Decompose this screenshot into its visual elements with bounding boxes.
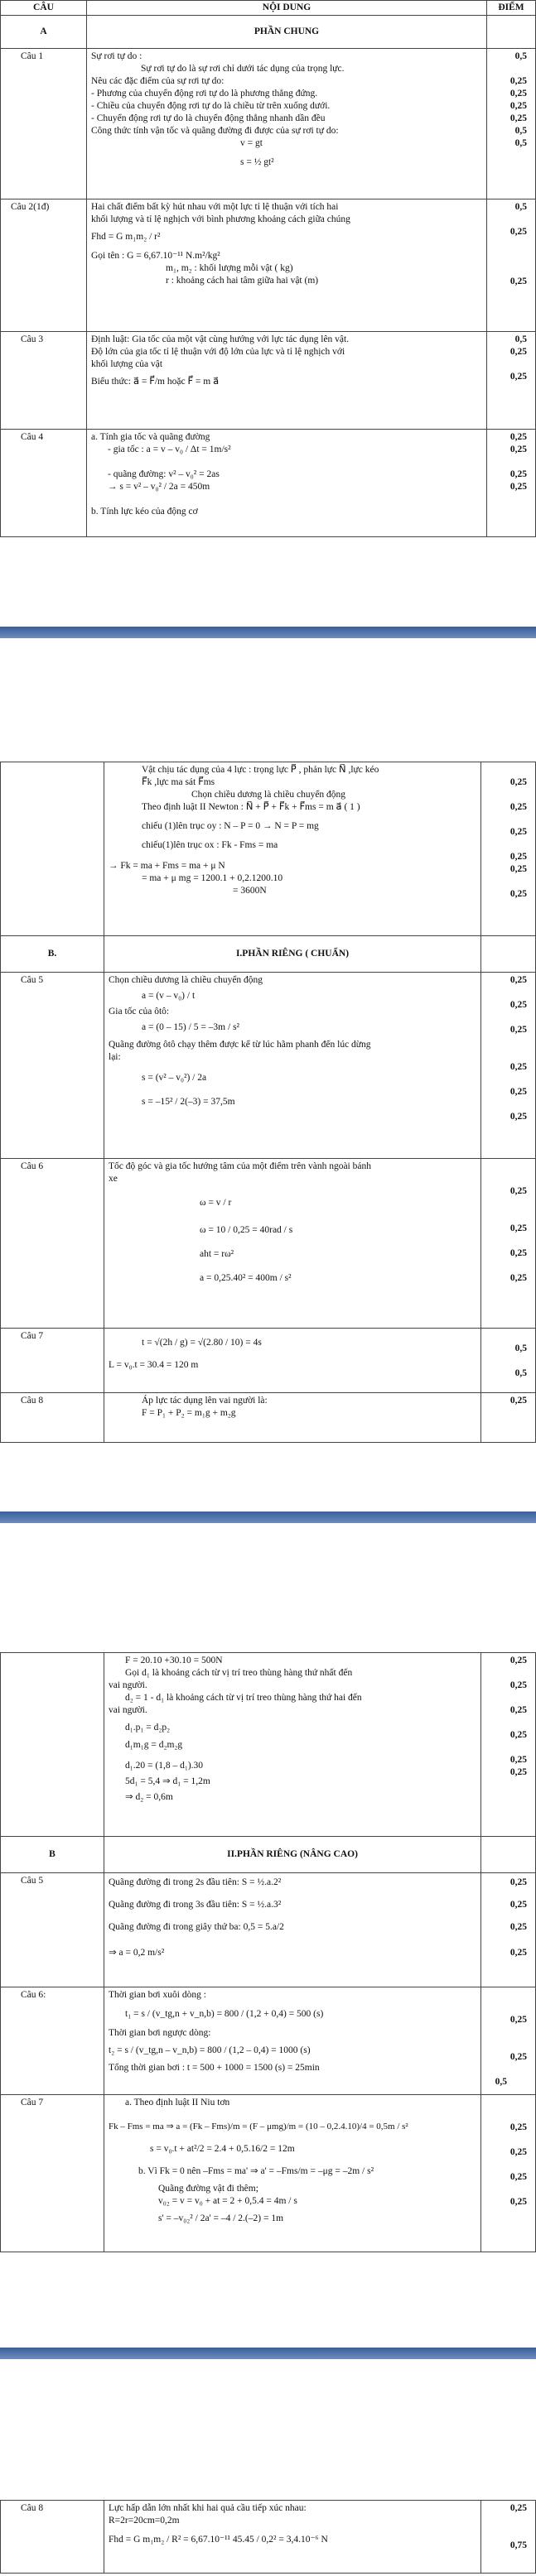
answer-line: Sự rơi tự do : xyxy=(91,51,142,61)
score-value: 0,25 xyxy=(509,76,527,86)
page-separator xyxy=(0,627,536,638)
formula-line: ⇒ d₂ = 0,6m xyxy=(125,1792,173,1802)
section-row-c xyxy=(1,1837,536,1873)
answer-line: F = 20.10 +30.10 = 500N xyxy=(125,1656,223,1665)
answer-line: Quãng đường vật đi thêm; xyxy=(158,2184,258,2194)
score-value: 0,25 xyxy=(509,1922,527,1932)
score-value: 0,25 xyxy=(509,1062,527,1072)
score-value: 0,25 xyxy=(509,89,527,99)
answer-table-page-2 xyxy=(0,762,536,1443)
formula-line: Biểu thức: a⃗ = F⃗/m hoặc F⃗ = m a⃗ xyxy=(91,377,220,387)
spacer xyxy=(485,1260,527,1272)
answer-content xyxy=(87,332,487,430)
formula-line: t₂ = s / (v_tg,n – v_n,b) = 800 / (1,2 – 0,4) = 1000 (s) xyxy=(109,2045,311,2055)
score-value: 0,25 xyxy=(509,1705,527,1715)
answer-line: Tốc độ góc và gia tốc hướng tâm của một điểm trên vành ngoài bánh xyxy=(109,1161,371,1171)
empty-cell xyxy=(481,936,536,973)
question-label: Câu 2(1đ) xyxy=(1,199,87,332)
formula-line: F = P₁ + P₂ = m₁g + m₂g xyxy=(142,1408,236,1418)
score-value: 0,25 xyxy=(509,2147,527,2157)
spacer xyxy=(485,789,527,801)
question-label: Câu 8 xyxy=(1,1393,104,1443)
score-value: 0,25 xyxy=(509,1273,527,1283)
answer-table-page-4 xyxy=(0,2500,536,2574)
formula-line: v₀₂ = v = v₀ + at = 2 + 0,5.4 = 4m / s xyxy=(158,2196,297,2206)
question-label: Câu 5 xyxy=(1,1873,104,1987)
spacer xyxy=(491,263,527,276)
formula-line: t = √(2h / g) = √(2.80 / 10) = 4s xyxy=(142,1338,262,1348)
section-c-title: II.PHẦN RIÊNG (NÂNG CAO) xyxy=(104,1837,481,1873)
answer-line: = 3600N xyxy=(233,886,267,896)
score-value: 0,25 xyxy=(509,1186,527,1196)
spacer xyxy=(485,1036,527,1061)
question-label: Câu 3 xyxy=(1,332,87,430)
answer-content xyxy=(87,49,487,199)
page-1 xyxy=(0,0,536,629)
page-4 xyxy=(0,2500,536,2574)
answer-line: Lực hấp dẫn lớn nhất khi hai quả cầu tiếp xúc nhau: xyxy=(109,2503,307,2513)
score-cell xyxy=(481,1329,536,1393)
score-value: 0,5 xyxy=(514,1343,527,1353)
score-cell xyxy=(487,49,536,199)
answer-line: Theo định luật II Newton : N⃗ + P⃗ + F⃗k + F⃗ms = m a⃗ ( 1 ) xyxy=(142,802,360,812)
score-cell xyxy=(481,2095,536,2252)
answer-line: Công thức tính vận tốc và quãng đường đi được của sự rơi tự do: xyxy=(91,126,339,136)
score-value: 0,25 xyxy=(509,975,527,985)
answer-line: lại: xyxy=(109,1052,121,1062)
answer-line: Quãng đường đi trong giây thứ ba: 0,5 = 5.a/2 xyxy=(109,1922,284,1932)
table-row-cau2 xyxy=(1,199,536,332)
score-cell xyxy=(481,1873,536,1987)
formula-line: s = –15² / 2(–3) = 37,5m xyxy=(142,1097,235,1107)
spacer xyxy=(485,1098,527,1111)
table-row-cau8-nc xyxy=(1,2501,536,2574)
spacer xyxy=(485,1074,527,1086)
score-value: 0,25 xyxy=(509,2122,527,2132)
section-row-a xyxy=(1,16,536,49)
table-row-cau1 xyxy=(1,49,536,199)
answer-line: - quãng đường: v² – v₀² = 2as xyxy=(108,469,220,479)
question-label: Câu 7 xyxy=(1,2095,104,2252)
spacer xyxy=(485,1742,527,1754)
answer-line: xe xyxy=(109,1174,118,1184)
score-cell xyxy=(481,973,536,1159)
answer-line: Độ lớn của gia tốc tỉ lệ thuận với độ lớn của lực và tỉ lệ nghịch với xyxy=(91,347,345,357)
score-value: 0,25 xyxy=(509,2052,527,2062)
formula-line: a = (0 – 15) / 5 = –3m / s² xyxy=(142,1022,239,1032)
answer-line: Quãng đường đi trong 2s đầu tiên: S = ½.a.2² xyxy=(109,1877,282,1887)
formula-line: d₁m₁g = d₂m₂g xyxy=(125,1740,183,1750)
formula-line: s = ½ gt² xyxy=(240,157,274,167)
table-row-cau7 xyxy=(1,1329,536,1393)
formula-line: Fhd = G m₁m₂ / R² = 6,67.10⁻¹¹ 45.45 / 0,2² = 3,4.10⁻⁶ N xyxy=(109,2535,328,2545)
page-separator xyxy=(0,2348,536,2359)
answer-content xyxy=(104,762,481,936)
score-value: 0,25 xyxy=(509,889,527,899)
page-2 xyxy=(0,762,536,1473)
score-value: 0,25 xyxy=(509,101,527,111)
score-value: 0,25 xyxy=(509,347,527,357)
answer-line: chiếu (1)lên trục oy : N – P = 0 → N = P = mg xyxy=(142,821,319,831)
spacer xyxy=(485,1717,527,1729)
answer-content xyxy=(104,1329,481,1393)
score-value: 0,5 xyxy=(514,1368,527,1378)
score-value: 0,25 xyxy=(509,2503,527,2513)
score-value: 0,25 xyxy=(509,1248,527,1258)
score-value: 0,25 xyxy=(509,1767,527,1777)
section-row-b xyxy=(1,936,536,973)
spacer xyxy=(485,876,527,888)
header-cau: CÂU xyxy=(1,1,87,16)
spacer xyxy=(485,1692,527,1704)
score-cell xyxy=(481,2501,536,2574)
score-value: 0,25 xyxy=(509,1396,527,1406)
answer-line: F⃗k ,lực ma sát F⃗ms xyxy=(142,777,215,787)
answer-line: Gọi d₁ là khoảng cách từ vị trí treo thùng hàng thứ nhất đến xyxy=(125,1668,353,1678)
table-row-cau6-nc xyxy=(1,1987,536,2095)
formula-line: d₁.p₁ = d₂p₂ xyxy=(125,1723,171,1733)
spacer xyxy=(485,1161,527,1185)
spacer xyxy=(485,764,527,776)
score-value: 0,25 xyxy=(509,1680,527,1690)
formula-line: L = v₀.t = 30.4 = 120 m xyxy=(109,1360,199,1370)
table-row-cau6 xyxy=(1,1159,536,1329)
question-label: Câu 4 xyxy=(1,430,87,537)
table-row-cau4 xyxy=(1,430,536,537)
spacer xyxy=(485,1235,527,1247)
answer-line: Chọn chiều dương là chiều chuyển động xyxy=(191,790,346,800)
table-row-cau8 xyxy=(1,1393,536,1443)
score-value: 0,5 xyxy=(514,334,527,344)
section-a-title: PHẦN CHUNG xyxy=(87,16,487,49)
spacer xyxy=(485,839,527,851)
formula-line: a = (v – v₀) / t xyxy=(142,991,196,1001)
empty-cell xyxy=(487,16,536,49)
score-value: 0,25 xyxy=(509,2197,527,2207)
spacer xyxy=(485,1330,527,1343)
table-row-cau5-nc xyxy=(1,1873,536,1987)
score-value: 0,5 xyxy=(514,51,527,61)
score-value: 0,5 xyxy=(514,126,527,136)
formula-line: s = (v² – v₀²) / 2a xyxy=(142,1073,207,1083)
answer-line: Sự rơi tự do là sự rơi chỉ dưới tác dụng của trọng lực. xyxy=(141,64,345,74)
formula-line: ω = v / r xyxy=(200,1198,232,1208)
table-row-cau5 xyxy=(1,973,536,1159)
spacer xyxy=(491,358,527,371)
spacer xyxy=(485,814,527,826)
spacer xyxy=(491,214,527,226)
formula-line: d₁.20 = (1,8 – d₁).30 xyxy=(125,1761,204,1771)
answer-line: Gia tốc của ôtô: xyxy=(109,1007,170,1016)
answer-line: ⇒ a = 0,2 m/s² xyxy=(109,1948,165,1958)
score-cell xyxy=(481,1393,536,1443)
score-cell xyxy=(487,430,536,537)
score-value: 0,25 xyxy=(509,1900,527,1910)
score-value: 0,5 xyxy=(514,202,527,212)
question-label: Câu 6: xyxy=(1,1987,104,2095)
page-3 xyxy=(0,1652,536,2348)
answer-line: Định luật: Gia tốc của một vật cùng hướng với lực tác dụng lên vật. xyxy=(91,334,350,344)
score-value: 0,25 xyxy=(509,1755,527,1765)
score-cell xyxy=(487,332,536,430)
answer-line: m₁, m₂ : khối lượng mỗi vật ( kg) xyxy=(166,263,293,273)
answer-line: - Chiều của chuyển động rơi tự do là chiều từ trên xuống dưới. xyxy=(91,101,331,111)
score-cell xyxy=(481,1987,536,2095)
formula-line: t₁ = s / (v_tg,n + v_n,b) = 800 / (1,2 + 0,4) = 500 (s) xyxy=(125,2009,324,2019)
answer-line: Gọi tên : G = 6,67.10⁻¹¹ N.m²/kg² xyxy=(91,251,220,261)
answer-line: a. Tính gia tốc và quãng đường xyxy=(91,432,210,442)
answer-line: Thời gian bơi xuôi dòng : xyxy=(109,1990,206,2000)
answer-line: b. Tính lực kéo của động cơ xyxy=(91,507,198,517)
answer-line: d₂ = 1 - d₁ là khoảng cách từ vị trí treo thùng hàng thứ hai đến xyxy=(125,1693,362,1703)
score-value: 0,5 xyxy=(495,2077,507,2087)
answer-line: Quãng đường ôtô chạy thêm được kể từ lúc hãm phanh đến lúc dừng xyxy=(109,1040,371,1050)
score-value: 0,25 xyxy=(509,113,527,123)
question-label: Câu 7 xyxy=(1,1329,104,1393)
score-value: 0,25 xyxy=(509,1223,527,1233)
spacer xyxy=(91,493,482,506)
score-cell xyxy=(481,1159,536,1329)
score-value: 0,25 xyxy=(509,1112,527,1122)
answer-line: Chọn chiều dương là chiều chuyển động xyxy=(109,975,263,985)
answer-line: Hai chất điểm bất kỳ hút nhau với một lực tỉ lệ thuận với tích hai xyxy=(91,202,339,212)
score-value: 0,25 xyxy=(509,1948,527,1958)
formula-line: Fhd = G m₁m₂ / r² xyxy=(91,232,161,242)
spacer xyxy=(491,63,527,75)
answer-content xyxy=(104,2095,481,2252)
question-label: Câu 5 xyxy=(1,973,104,1159)
answer-table-page-3 xyxy=(0,1652,536,2252)
question-label: Câu 1 xyxy=(1,49,87,199)
formula-line: ω = 10 / 0,25 = 40rad / s xyxy=(200,1225,293,1235)
answer-content xyxy=(104,1653,481,1837)
answer-line: Thời gian bơi ngược dòng: xyxy=(109,2028,211,2038)
answer-line: Quãng đường đi trong 3s đầu tiên: S = ½.a.3² xyxy=(109,1900,282,1910)
answer-line: = ma + μ mg = 1200.1 + 0,2.1200.10 xyxy=(142,873,283,883)
score-value: 0,25 xyxy=(509,827,527,837)
score-value: 0,25 xyxy=(509,227,527,237)
score-value: 0,25 xyxy=(509,432,527,442)
spacer xyxy=(485,2159,527,2171)
spacer xyxy=(485,2097,527,2122)
empty-cell xyxy=(481,1837,536,1873)
answer-line: → s = v² – v₀² / 2a = 450m xyxy=(108,482,210,492)
page-separator xyxy=(0,1511,536,1523)
answer-line: - Phương của chuyển động rơi tự do là phương thẳng đứng. xyxy=(91,89,318,99)
answer-content xyxy=(104,1987,481,2095)
score-value: 0,75 xyxy=(509,2540,527,2550)
section-a-label: A xyxy=(1,16,87,49)
spacer xyxy=(491,238,527,263)
score-value: 0,25 xyxy=(509,1087,527,1097)
answer-line: - gia tốc : a = v – v₀ / Δt = 1m/s² xyxy=(108,445,231,454)
spacer xyxy=(485,1667,527,1680)
header-noi-dung: NỘI DUNG xyxy=(87,1,487,16)
question-label: Câu 6 xyxy=(1,1159,104,1329)
formula-line: 5d₁ = 5,4 ⇒ d₁ = 1,2m xyxy=(125,1776,210,1786)
empty-cell xyxy=(1,762,104,936)
answer-content xyxy=(104,1159,481,1329)
section-b-label: B. xyxy=(1,936,104,973)
table-row-cau4-continued xyxy=(1,762,536,936)
answer-line: khối lượng của vật xyxy=(91,359,163,369)
spacer xyxy=(485,2064,527,2076)
empty-cell xyxy=(1,1653,104,1837)
formula-line: v = gt xyxy=(240,138,263,148)
score-value: 0,25 xyxy=(509,1877,527,1887)
formula-line: a = 0,25.40² = 400m / s² xyxy=(200,1273,292,1283)
formula-line: aht = rω² xyxy=(200,1249,234,1259)
spacer xyxy=(485,1198,527,1223)
question-label: Câu 8 xyxy=(1,2501,104,2574)
score-value: 0,25 xyxy=(509,469,527,479)
answer-content xyxy=(104,973,481,1159)
table-header-row xyxy=(1,1,536,16)
score-value: 0,25 xyxy=(509,1656,527,1665)
formula-line: s = v₀.t + at²/2 = 2.4 + 0,5.16/2 = 12m xyxy=(150,2144,295,2154)
section-b-title: I.PHẦN RIÊNG ( CHUẨN) xyxy=(104,936,481,973)
score-value: 0,25 xyxy=(509,445,527,454)
score-value: 0,25 xyxy=(509,1000,527,1010)
answer-content xyxy=(104,2501,481,2574)
answer-line: vai người. xyxy=(109,1705,147,1715)
score-value: 0,25 xyxy=(509,482,527,492)
answer-line: vai người. xyxy=(109,1680,147,1690)
answer-line: chiếu(1)lên trục ox : Fk - Fms = ma xyxy=(142,840,278,850)
table-row-cau7-nc xyxy=(1,2095,536,2252)
spacer xyxy=(491,456,527,469)
score-cell xyxy=(481,762,536,936)
table-row-cau3 xyxy=(1,332,536,430)
answer-line: Nêu các đặc điểm của sự rơi tự do: xyxy=(91,76,225,86)
spacer xyxy=(91,456,482,469)
spacer xyxy=(485,2184,527,2196)
spacer xyxy=(485,2515,527,2540)
answer-line: Áp lực tác dụng lên vai người là: xyxy=(142,1396,268,1406)
header-diem: ĐIỂM xyxy=(487,1,536,16)
formula-line: s' = –v₀₂² / 2a' = –4 / 2.(–2) = 1m xyxy=(158,2213,284,2223)
score-value: 0,25 xyxy=(509,802,527,812)
answer-line: r : khoảng cách hai tâm giữa hai vật (m) xyxy=(166,276,319,286)
answer-table-page-1 xyxy=(0,0,536,537)
answer-line: Vật chịu tác dụng của 4 lực : trọng lực P⃗ , phản lực N⃗ ,lực kéo xyxy=(142,765,379,775)
spacer xyxy=(485,987,527,999)
score-value: 0,25 xyxy=(509,372,527,382)
spacer xyxy=(485,2026,527,2051)
section-c-label: B xyxy=(1,1837,104,1873)
formula-line: Fk – Fms = ma ⇒ a = (Fk – Fms)/m = (F – μmg)/m = (10 – 0,2.4.10)/4 = 0,5m / s² xyxy=(109,2122,408,2131)
spacer xyxy=(485,1355,527,1367)
answer-line: khối lượng và tỉ lệ nghịch với bình phương khoảng cách giữa chúng xyxy=(91,214,350,224)
table-row-cau8-continued xyxy=(1,1653,536,1837)
answer-content xyxy=(87,430,487,537)
spacer xyxy=(485,1989,527,2014)
score-cell xyxy=(487,199,536,332)
answer-content xyxy=(104,1393,481,1443)
score-value: 0,25 xyxy=(509,852,527,862)
answer-line: → Fk = ma + Fms = ma + μ N xyxy=(109,861,225,871)
spacer xyxy=(485,1012,527,1024)
score-value: 0,25 xyxy=(509,276,527,286)
score-value: 0,25 xyxy=(509,864,527,874)
spacer xyxy=(485,2134,527,2146)
answer-line: - Chuyển động rơi tự do là chuyển động thẳng nhanh dần đều xyxy=(91,113,326,123)
score-value: 0,25 xyxy=(509,2015,527,2025)
answer-line: Tổng thời gian bơi : t = 500 + 1000 = 1500 (s) = 25min xyxy=(109,2063,320,2073)
score-value: 0,25 xyxy=(509,777,527,787)
answer-content xyxy=(87,199,487,332)
score-value: 0,25 xyxy=(509,1025,527,1035)
score-value: 0,5 xyxy=(514,138,527,148)
answer-line: a. Theo định luật II Niu tơn xyxy=(125,2098,230,2107)
score-value: 0,25 xyxy=(509,2172,527,2182)
answer-line: R=2r=20cm=0,2m xyxy=(109,2516,180,2526)
answer-content xyxy=(104,1873,481,1987)
formula-line: b. Vì Fk = 0 nên –Fms = ma' ⇒ a' = –Fms/m = –μg = –2m / s² xyxy=(138,2166,374,2176)
score-value: 0,25 xyxy=(509,1730,527,1740)
score-cell xyxy=(481,1653,536,1837)
